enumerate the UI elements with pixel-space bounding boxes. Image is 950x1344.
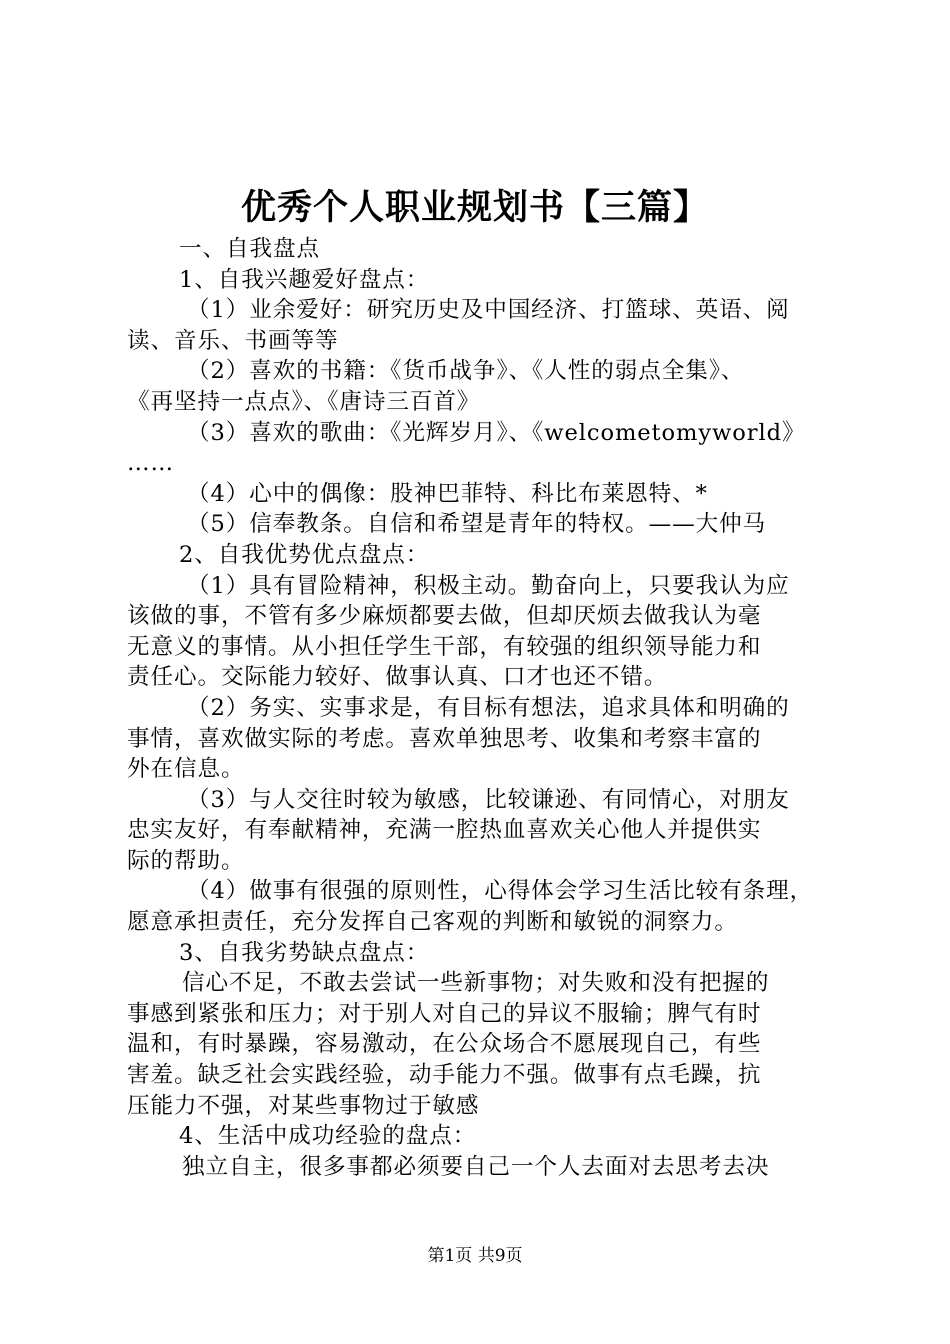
page-title: 优秀个人职业规划书【三篇】 (240, 188, 709, 228)
paragraph-line: 愿意承担责任，充分发挥自己客观的判断和敏锐的洞察力。 (127, 909, 738, 936)
paragraph-line: 该做的事，不管有多少麻烦都要去做，但却厌烦去做我认为毫 (127, 603, 762, 630)
subsection-heading: 4、生活中成功经验的盘点： (179, 1123, 477, 1150)
section-heading: 一、自我盘点 (179, 236, 320, 262)
paragraph-line: （3）喜欢的歌曲：《光辉岁月》、《welcometomyworld》 (187, 419, 806, 446)
paragraph-line: 《再坚持一点点》、《唐诗三百首》 (127, 388, 481, 415)
subsection-heading: 2、自我优势优点盘点： (179, 541, 430, 568)
subsection-heading: 3、自我劣势缺点盘点： (179, 939, 430, 966)
paragraph-line: 独立自主，很多事都必须要自己一个人去面对去思考去决 (182, 1153, 770, 1180)
page-number-footer: 第1页 共9页 (427, 1246, 523, 1266)
paragraph-line: 事感到紧张和压力；对于别人对自己的异议不服输；脾气有时 (127, 1000, 762, 1027)
paragraph-line: （4）心中的偶像：股神巴菲特、科比布莱恩特、* (187, 480, 708, 507)
subsection-heading: 1、自我兴趣爱好盘点： (179, 266, 430, 293)
paragraph-line: …… (127, 450, 174, 477)
paragraph-line: （4）做事有很强的原则性，心得体会学习生活比较有条理， (187, 878, 814, 905)
paragraph-line: 事情，喜欢做实际的考虑。喜欢单独思考、收集和考察丰富的 (127, 725, 762, 752)
paragraph-line: （5）信奉教条。自信和希望是青年的特权。——大仲马 (187, 511, 767, 538)
paragraph-line: 无意义的事情。从小担任学生干部，有较强的组织领导能力和 (127, 633, 762, 660)
paragraph-line: （1）业余爱好：研究历史及中国经济、打篮球、英语、阅 (187, 297, 790, 324)
paragraph-line: 外在信息。 (127, 756, 245, 783)
document-body (127, 234, 833, 1182)
paragraph-line: （3）与人交往时较为敏感，比较谦逊、有同情心，对朋友 (187, 786, 790, 813)
paragraph-line: 温和，有时暴躁，容易激动，在公众场合不愿展现自己，有些 (127, 1031, 762, 1058)
paragraph-line: （2）喜欢的书籍：《货币战争》、《人性的弱点全集》、 (187, 358, 745, 385)
paragraph-line: 际的帮助。 (127, 847, 245, 874)
paragraph-line: 责任心。交际能力较好、做事认真、口才也还不错。 (127, 664, 668, 691)
paragraph-line: 读、音乐、书画等等 (127, 327, 339, 354)
paragraph-line: （2）务实、实事求是，有目标有想法，追求具体和明确的 (187, 694, 790, 721)
paragraph-line: 信心不足，不敢去尝试一些新事物；对失败和没有把握的 (182, 970, 770, 997)
paragraph-line: 忠实友好，有奉献精神，充满一腔热血喜欢关心他人并提供实 (127, 817, 762, 844)
paragraph-line: 压能力不强，对某些事物过于敏感 (127, 1092, 480, 1119)
paragraph-line: （1）具有冒险精神，积极主动。勤奋向上，只要我认为应 (187, 572, 790, 599)
paragraph-line: 害羞。缺乏社会实践经验，动手能力不强。做事有点毛躁，抗 (127, 1062, 762, 1089)
